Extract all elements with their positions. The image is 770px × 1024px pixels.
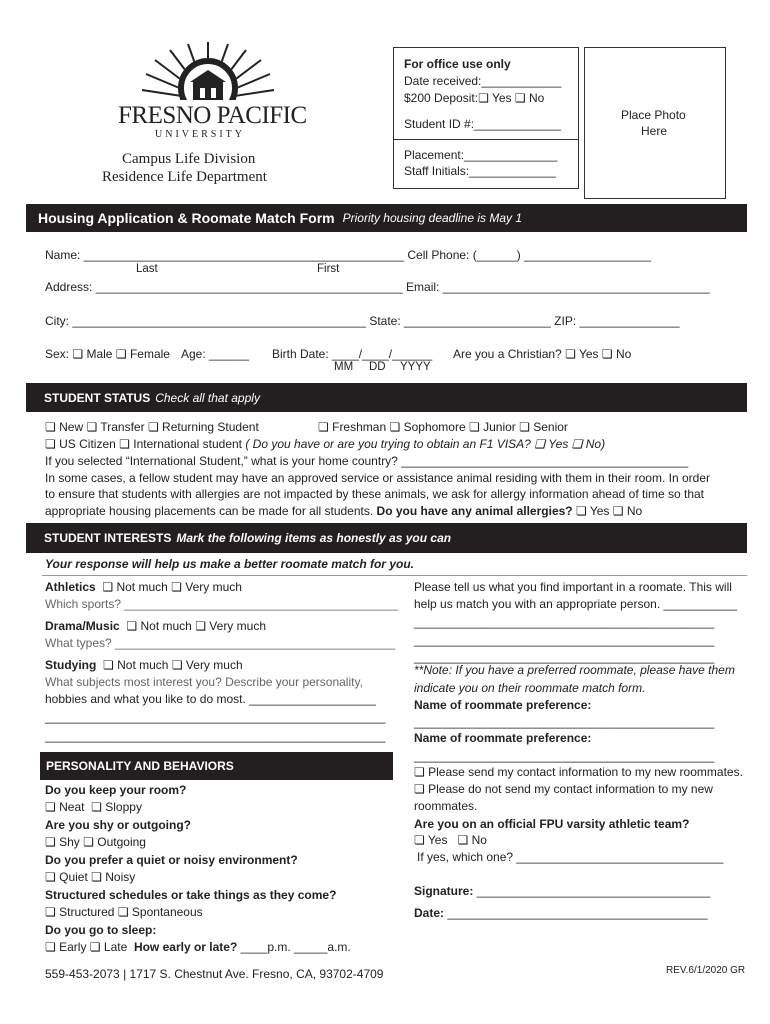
mm-label: MM [334,361,354,373]
address-row[interactable]: Address: ______________________________________________ Email: ________________________________________ [45,280,710,294]
date-row [414,906,708,920]
department-title: Residence Life Department [102,169,267,185]
placement-field[interactable]: Placement:______________ [404,148,558,162]
christian-no-label: No [616,347,632,361]
interests-intro: Your response will help us make a better roomate match for you. [45,557,414,571]
student-type-row [45,420,259,434]
athletics-row [45,580,242,594]
shy-label: Shy [59,835,80,849]
junior-label: Junior [483,420,516,434]
drama-not-much-label: Not much [140,619,192,633]
athletics-very-much-label: Very much [185,580,242,594]
student-status-bar [26,383,747,412]
male-checkbox[interactable] [72,347,83,361]
form-title: Housing Application & Roomate Match Form [38,210,335,226]
early-checkbox[interactable] [45,940,56,954]
noisy-label: Noisy [105,870,136,884]
roommate-pref-line-2[interactable]: _____________________________________________ [414,749,715,763]
age-field[interactable]: Age: ______ [181,347,250,361]
footer-contact: 559-453-2073 | 1717 S. Chestnut Ave. Fresno, CA, 93702-4709 [45,967,384,981]
outgoing-label: Outgoing [97,835,146,849]
varsity-question: Are you on an official FPU varsity athletic team? [414,817,690,831]
noise-options [45,870,135,884]
roommate-pref-label-1: Name of roommate preference: [414,698,592,712]
deposit-no-checkbox[interactable] [515,91,526,105]
last-label: Last [136,263,158,275]
signature-label: Signature: [414,884,474,898]
early-label: Early [59,940,87,954]
preferred-note-2: indicate you on their roommate match form. [414,681,646,695]
shy-checkbox[interactable] [45,835,56,849]
student-status-title: STUDENT STATUS [44,390,151,405]
allergy-yes-checkbox[interactable] [576,504,587,518]
dd-label: DD [369,361,386,373]
f1-no-checkbox[interactable] [572,437,583,451]
returning-checkbox[interactable] [148,420,159,434]
international-label: International student [133,437,242,451]
city-row[interactable]: City: ____________________________________________ State: ______________________ ZIP: _______________ [45,314,680,328]
athletics-very-much-checkbox[interactable] [171,580,182,594]
how-early-label: How early or late? [133,940,238,954]
student-id-field[interactable]: Student ID #:_____________ [404,117,561,131]
logo-subtitle: UNIVERSITY [155,129,245,140]
subjects-line-1[interactable]: ___________________________________________________ [45,710,386,724]
photo-label-1: Place Photo [621,108,686,122]
subjects-text-2[interactable]: hobbies and what you like to do most. ___________________ [45,692,376,706]
varsity-no-label: No [471,833,487,847]
varsity-no-checkbox[interactable] [457,833,468,847]
roommate-line-1[interactable]: _____________________________________________ [414,615,715,629]
christian-row [453,347,631,361]
sloppy-checkbox[interactable] [91,800,102,814]
allergy-yes-label: Yes [589,504,610,518]
structured-label: Structured [59,905,115,919]
student-interests-title: STUDENT INTERESTS [44,531,172,545]
f1-no-label: No) [585,437,606,451]
christian-question: Are you a Christian? [453,347,562,361]
studying-not-much-label: Not much [117,658,169,672]
international-checkbox[interactable] [119,437,130,451]
preferred-note-1: **Note: If you have a preferred roommate, please have them [414,663,735,677]
varsity-yes-label: Yes [427,833,448,847]
schedule-options [45,905,203,919]
date-label: Date: [414,906,445,920]
signature-field[interactable]: ___________________________________ [476,884,711,898]
allergy-no-label: No [626,504,643,518]
roommate-text-1: Please tell us what you find important in a roomate. This will [414,580,732,594]
new-checkbox[interactable] [45,420,56,434]
revision-label: REV.6/1/2020 GR [666,965,746,976]
dont-send-contact-label: Please do not send my contact information to my new [428,782,713,796]
personality-title: PERSONALITY AND BEHAVIORS [46,759,234,773]
freshman-checkbox[interactable] [318,420,329,434]
noisy-checkbox[interactable] [91,870,102,884]
room-question: Do you keep your room? [45,783,187,797]
university-logo [108,38,308,138]
subjects-text-1: What subjects most interest you? Describe your personality, [45,675,363,689]
f1-yes-checkbox[interactable] [534,437,545,451]
sleep-options [45,940,351,954]
studying-label: Studying [45,658,97,672]
send-contact-row [414,765,743,779]
subjects-line-2[interactable]: ___________________________________________________ [45,729,386,743]
deposit-row [404,91,544,105]
deadline-note: Priority housing deadline is May 1 [342,211,523,225]
dont-send-contact-row [414,782,713,796]
logo-wordmark: FRESNO PACIFIC [118,102,307,129]
roommate-line-2[interactable]: _____________________________________________ [414,633,715,647]
shy-options [45,835,146,849]
birth-date-field[interactable]: Birth Date: ____/____/______ [272,347,433,361]
us-citizen-label: US Citizen [59,437,116,451]
drama-very-much-label: Very much [209,619,266,633]
sleep-times-field[interactable]: ____p.m. _____a.m. [240,940,351,954]
first-label: First [317,263,340,275]
christian-yes-checkbox[interactable] [565,347,576,361]
allergy-text-3: appropriate housing placements can be made for all students. [45,504,374,518]
sophomore-label: Sophomore [403,420,466,434]
female-label: Female [129,347,170,361]
signature-row [414,884,710,898]
quiet-label: Quiet [59,870,88,884]
sophomore-checkbox[interactable] [389,420,400,434]
sex-label: Sex: [45,347,70,361]
varsity-team-field[interactable]: If yes, which one? _______________________________ [417,850,724,864]
student-status-note: Check all that apply [155,390,260,405]
f1-question: ( Do you have or are you trying to obtain an F1 VISA? [245,437,531,451]
intro-divider [42,575,747,576]
sex-row [45,347,170,361]
returning-label: Returning Student [162,420,259,434]
transfer-checkbox[interactable] [86,420,97,434]
personality-bar [40,752,393,780]
photo-box[interactable] [584,47,726,199]
drama-very-much-checkbox[interactable] [195,619,206,633]
male-label: Male [86,347,113,361]
student-interests-note: Mark the following items as honestly as you can [176,531,452,545]
schedule-question: Structured schedules or take things as they come? [45,888,337,902]
allergy-text-2: to ensure that students with allergies are not impacted by these animals, we ask for allergy information ahead of time so that [45,487,705,501]
room-options [45,800,142,814]
staff-initials-field[interactable]: Staff Initials:_____________ [404,164,556,178]
allergy-no-checkbox[interactable] [613,504,624,518]
allergy-text-1: In some cases, a fellow student may have an approved service or assistance animal residing with them in their room. In order [45,471,710,485]
noise-question: Do you prefer a quiet or noisy environment? [45,853,298,867]
student-interests-bar [26,523,747,553]
athletics-not-much-checkbox[interactable] [102,580,113,594]
sloppy-label: Sloppy [105,800,142,814]
form-header-bar [26,204,747,232]
allergy-row [45,504,642,518]
home-country-field[interactable]: If you selected “International Student,” what is your home country? ___________________________________________ [45,454,689,468]
drama-label: Drama/Music [45,619,120,633]
spontaneous-label: Spontaneous [131,905,203,919]
division-title: Campus Life Division [122,151,256,167]
sleep-question: Do you go to sleep: [45,923,157,937]
drama-row [45,619,266,633]
deposit-label: $200 Deposit: [404,91,479,105]
neat-checkbox[interactable] [45,800,56,814]
roommate-text-2[interactable]: help us match you with an appropriate person. ___________ [414,597,737,611]
late-label: Late [103,940,128,954]
studying-not-much-checkbox[interactable] [103,658,114,672]
junior-checkbox[interactable] [469,420,480,434]
f1-yes-label: Yes [548,437,569,451]
dont-send-contact-label-2: roommates. [414,799,478,813]
dont-send-contact-checkbox[interactable] [414,782,425,796]
send-contact-checkbox[interactable] [414,765,425,779]
senior-label: Senior [533,420,568,434]
which-sports-field[interactable]: Which sports? _________________________________________ [45,597,398,611]
photo-label-2: Here [641,124,668,138]
studying-row [45,658,243,672]
studying-very-much-checkbox[interactable] [172,658,183,672]
citizenship-row [45,437,605,451]
athletics-label: Athletics [45,580,96,594]
date-field[interactable]: _______________________________________ [447,906,708,920]
new-label: New [59,420,84,434]
structured-checkbox[interactable] [45,905,56,919]
quiet-checkbox[interactable] [45,870,56,884]
female-checkbox[interactable] [116,347,127,361]
roommate-pref-label-2: Name of roommate preference: [414,731,592,745]
what-types-field[interactable]: What types? __________________________________________ [45,636,396,650]
shy-question: Are you shy or outgoing? [45,818,191,832]
outgoing-checkbox[interactable] [83,835,94,849]
sunburst-logo-icon [108,38,308,108]
us-citizen-checkbox[interactable] [45,437,56,451]
athletics-not-much-label: Not much [116,580,168,594]
roommate-pref-line-1[interactable]: _____________________________________________ [414,715,715,729]
class-year-row [318,420,568,434]
send-contact-label: Please send my contact information to my new roommates. [428,765,743,779]
neat-label: Neat [59,800,85,814]
roommate-line-3[interactable]: _____________________________________________ [414,650,715,664]
yyyy-label: YYYY [400,361,431,373]
deposit-no-label: No [528,91,545,105]
late-checkbox[interactable] [90,940,101,954]
office-divider [393,139,578,140]
deposit-yes-checkbox[interactable] [478,91,489,105]
christian-no-checkbox[interactable] [602,347,613,361]
transfer-label: Transfer [100,420,145,434]
name-row[interactable]: Name: ________________________________________________ Cell Phone: (______) ___________________ [45,248,651,262]
office-title: For office use only [404,57,511,71]
date-received: Date received:____________ [404,74,562,88]
christian-yes-label: Yes [578,347,599,361]
drama-not-much-checkbox[interactable] [126,619,137,633]
senior-checkbox[interactable] [519,420,530,434]
varsity-options [414,833,487,847]
freshman-label: Freshman [332,420,387,434]
studying-very-much-label: Very much [185,658,243,672]
varsity-yes-checkbox[interactable] [414,833,425,847]
deposit-yes-label: Yes [491,91,512,105]
allergy-question: Do you have any animal allergies? [376,504,573,518]
spontaneous-checkbox[interactable] [118,905,129,919]
